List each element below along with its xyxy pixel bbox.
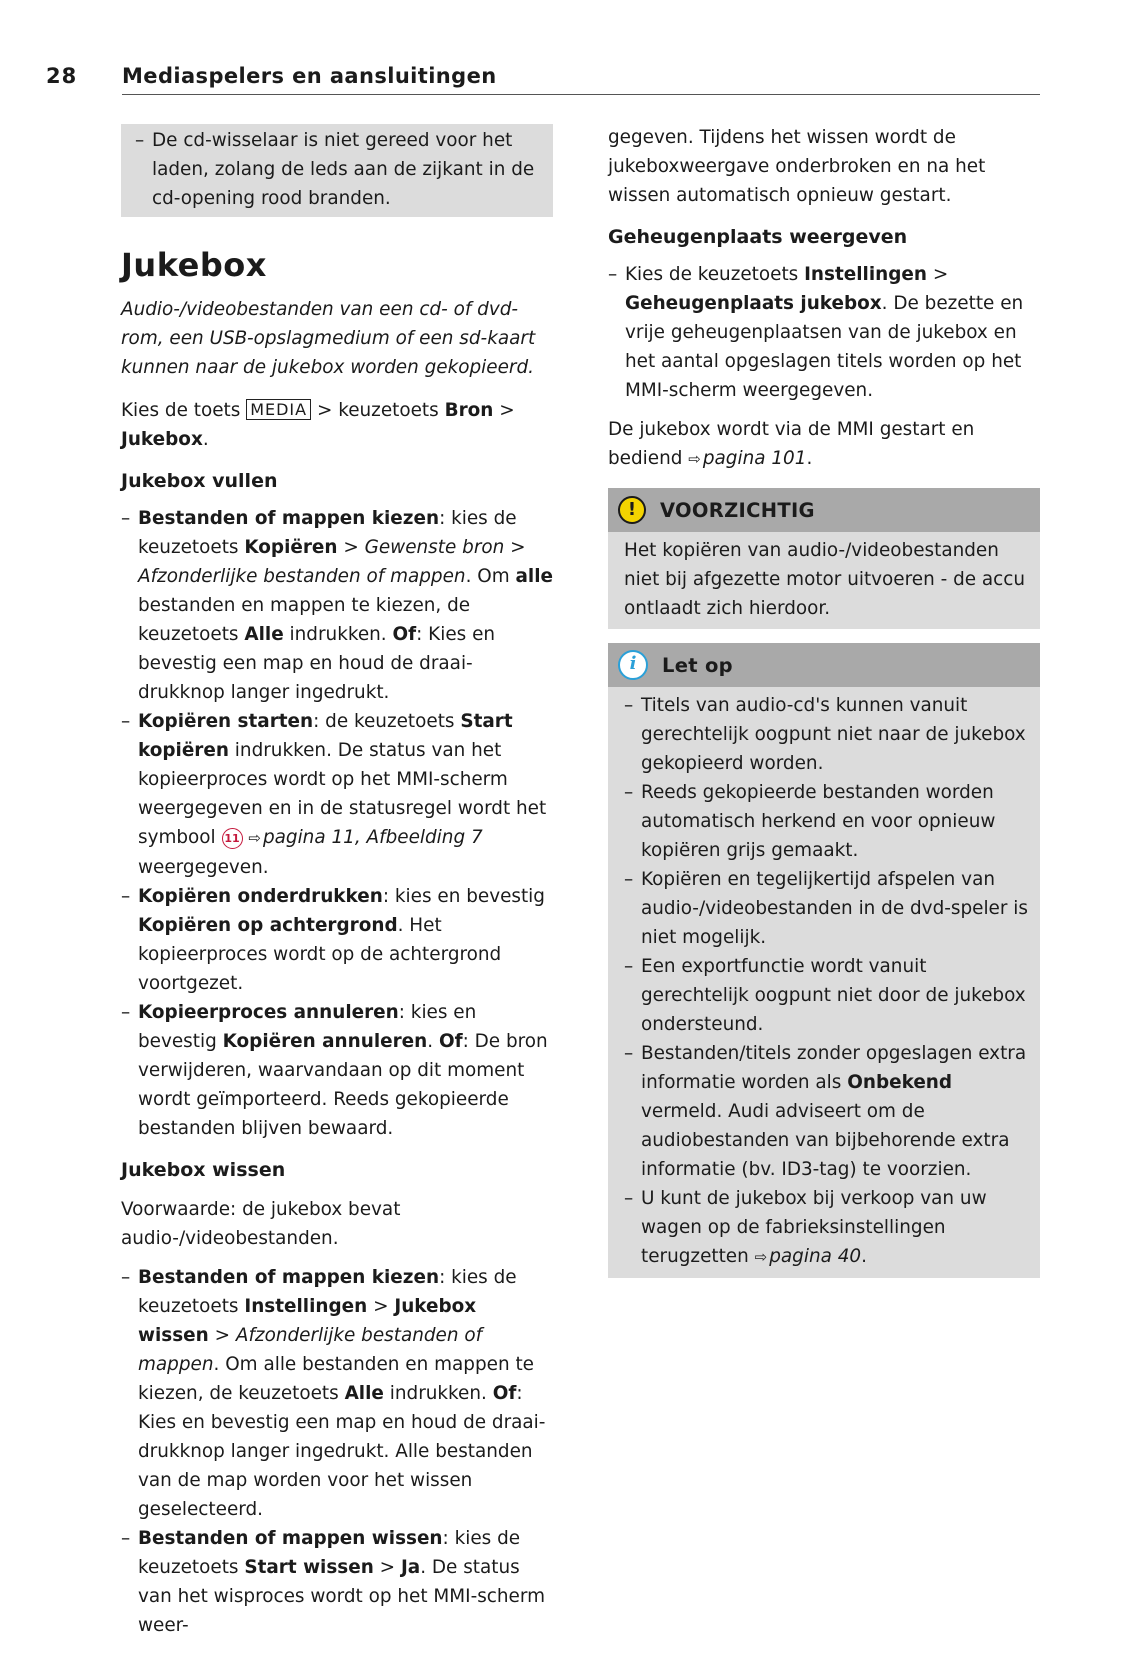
arrow-right-icon: ⇨ (754, 1248, 768, 1266)
text-run: . (427, 1031, 439, 1052)
text-run-bold: Bestanden of mappen kiezen (138, 1267, 440, 1288)
text-run-bold: Kopiëren onderdrukken (138, 886, 383, 907)
text-run-bold: Ja (400, 1557, 421, 1578)
header-rule (122, 94, 1040, 95)
note-title: Let op (662, 653, 733, 677)
text-run: Kies de toets (121, 400, 241, 421)
caution-header (608, 488, 1040, 532)
text-run-bold: alle (515, 566, 554, 587)
text-run: Kies de keuzetoets (625, 264, 805, 285)
intro-text: Audio-/videobestanden van een cd- of dvd-rom, een USB-opslagmedium of een sd-kaart kunnen naar de jukebox worden gekopieerd. (121, 299, 536, 378)
text-run-bold: Geheugenplaats jukebox (625, 293, 882, 314)
text-run: bestanden en mappen te kiezen, de keuzetoets (138, 595, 471, 645)
caution-body (608, 532, 1040, 629)
heading-jukebox-wissen: Jukebox wissen (121, 1159, 286, 1181)
text-run-bold: Instellingen (804, 264, 927, 285)
text-run: . Om alle bestanden en mappen te kiezen, de keuzetoets (138, 1354, 534, 1404)
text-run-bold: Alle (244, 624, 284, 645)
section-title: Mediaspelers en aansluitingen (122, 64, 497, 88)
text-run-bold: Start wissen (244, 1557, 374, 1578)
text-run: Bestanden/titels zonder opgeslagen extra informatie worden als (641, 1043, 1027, 1093)
list-item: – De cd-wisselaar is niet gereed voor het laden, zolang de leds aan de zijkant in de cd-opening rood branden. (135, 126, 541, 213)
list-item: – Een exportfunctie wordt vanuit gerechtelijk oogpunt niet door de jukebox ondersteund. (624, 952, 1028, 1039)
list-item (121, 707, 553, 882)
text-run: > (926, 264, 949, 285)
continued-text: gegeven. Tijdens het wissen wordt de jukeboxweergave onderbroken en na het wissen automatisch opnieuw gestart. (608, 127, 986, 206)
text-run: > keuzetoets (316, 400, 439, 421)
mmi-text (608, 415, 1040, 474)
warning-icon: ! (618, 496, 646, 524)
text-run-bold: Alle (344, 1383, 384, 1404)
geheugen-list (608, 260, 1040, 405)
text-run-bold: Bestanden of mappen wissen (138, 1528, 443, 1549)
note-header (608, 643, 1040, 687)
text-run: : kies de keuzetoets (138, 1528, 521, 1578)
text-run: > (499, 400, 515, 421)
list-item (121, 1263, 553, 1524)
heading-jukebox-vullen: Jukebox vullen (121, 470, 278, 492)
text-run-italic: Afzonderlijke bestanden of mappen (138, 566, 466, 587)
text-run: . Het kopieerproces wordt op de achtergrond voortgezet. (138, 915, 502, 994)
text-run-bold: Kopiëren annuleren (222, 1031, 428, 1052)
text-run: : kies de keuzetoets (138, 1267, 517, 1317)
text-run-bold: Of (438, 1031, 463, 1052)
text-run-bold: Kopiëren op achtergrond (138, 915, 398, 936)
left-column (121, 124, 553, 1640)
note-box (608, 643, 1040, 1278)
list-item: – Titels van audio-cd's kunnen vanuit gerechtelijk oogpunt niet naar de jukebox gekopieerd worden. (624, 691, 1028, 778)
voorwaarde-text: Voorwaarde: de jukebox bevat audio-/videobestanden. (121, 1199, 401, 1249)
list-item (624, 1039, 1028, 1184)
page-title: Jukebox (121, 246, 267, 284)
text-run: weergegeven. (138, 857, 269, 878)
text-run: > (337, 537, 365, 558)
text-run: indrukken. (283, 624, 393, 645)
text-run: . (202, 429, 209, 450)
status-symbol-icon: 11 (222, 828, 243, 849)
text-run-bold: Kopiëren starten (138, 711, 314, 732)
text-run: . Om (465, 566, 516, 587)
media-key: MEDIA (246, 399, 311, 420)
text-run-bold: Kopieerproces annuleren (138, 1002, 399, 1023)
page-number: 28 (46, 64, 78, 88)
text-run: : Kies en bevestig een map en houd de draai-drukknop langer ingedrukt. (138, 624, 496, 703)
caution-title: VOORZICHTIG (660, 498, 815, 522)
text-run-bold: Onbekend (847, 1072, 953, 1093)
text-run: : kies en bevestig (382, 886, 545, 907)
text-run-bold: Of (392, 624, 417, 645)
text-run: vermeld. Audi adviseert om de audiobestanden van bijbehorende extra informatie (bv. ID3-tag) te voorzien. (641, 1101, 1010, 1180)
text-run: indrukken. (383, 1383, 493, 1404)
text-run-italic: Afzonderlijke bestanden of mappen (138, 1325, 483, 1375)
text-run: : kies en bevestig (138, 1002, 477, 1052)
list-item (608, 260, 1040, 405)
cd-changer-note-box (121, 124, 553, 217)
text-run-bold: Jukebox wissen (138, 1296, 477, 1346)
list-item: – Reeds gekopieerde bestanden worden automatisch herkend en voor opnieuw kopiëren grijs gemaakt. (624, 778, 1028, 865)
text-run: > (504, 537, 526, 558)
text-run-bold: Start kopiëren (138, 711, 513, 761)
arrow-right-icon: ⇨ (688, 450, 701, 468)
text-run: . De status van het wisproces wordt op het MMI-scherm weer- (138, 1557, 546, 1636)
text-run: > (208, 1325, 236, 1346)
text-run: . (806, 448, 813, 469)
text-run-bold: Bron (444, 400, 494, 421)
text-run-bold: Jukebox (121, 429, 203, 450)
text-run: > (367, 1296, 395, 1317)
right-column (608, 123, 1040, 1278)
list-item (624, 1184, 1028, 1272)
text-run-bold: Bestanden of mappen kiezen (138, 508, 440, 529)
wissen-list (121, 1263, 553, 1640)
info-icon: i (618, 650, 648, 680)
instruction-media (121, 396, 553, 454)
text-run-bold: Kopiëren (244, 537, 338, 558)
vullen-list (121, 504, 553, 1143)
text-run: . De bezette en vrije geheugenplaatsen van de jukebox en het aantal opgeslagen titels worden op het MMI-scherm weergegeven. (625, 293, 1024, 401)
text-run: indrukken. De status van het kopieerproces wordt op het MMI-scherm weergegeven en in de statusregel wordt het symbool (138, 740, 547, 848)
text-run: . (861, 1246, 867, 1267)
page-header (0, 0, 1142, 100)
list-item (121, 504, 553, 707)
text-run: : kies de keuzetoets (138, 508, 517, 558)
arrow-right-icon: ⇨ (248, 829, 261, 847)
text-run: U kunt de jukebox bij verkoop van uw wagen op de fabrieksinstellingen terugzetten (641, 1188, 987, 1267)
text-run: : de keuzetoets (313, 711, 461, 732)
text-run-italic: Gewenste bron (364, 537, 505, 558)
text-run: > (373, 1557, 401, 1578)
page-reference-link[interactable]: pagina 11, Afbeelding 7 (262, 827, 483, 848)
caution-text: Het kopiëren van audio-/videobestanden niet bij afgezette motor uitvoeren - de accu ontlaadt zich hierdoor. (624, 540, 1026, 619)
list-item: – Kopiëren en tegelijkertijd afspelen van audio-/videobestanden in de dvd-speler is niet mogelijk. (624, 865, 1028, 952)
note-body (608, 687, 1040, 1278)
page-reference-link[interactable]: pagina 101 (702, 448, 807, 469)
text-run-bold: Of (492, 1383, 517, 1404)
page-reference-link[interactable]: pagina 40 (769, 1246, 862, 1267)
list-item (121, 998, 553, 1143)
caution-box (608, 488, 1040, 629)
text-run: : De bron verwijderen, waarvandaan op dit moment wordt geïmporteerd. Reeds gekopieerde bestanden blijven bewaard. (138, 1031, 548, 1139)
list-item (121, 882, 553, 998)
text-run-bold: Instellingen (244, 1296, 368, 1317)
text-run: De jukebox wordt via de MMI gestart en bediend (608, 419, 975, 469)
list-item (121, 1524, 553, 1640)
heading-geheugenplaats: Geheugenplaats weergeven (608, 226, 908, 248)
text-run: : Kies en bevestig een map en houd de draai-drukknop langer ingedrukt. Alle bestanden van de map worden voor het wissen geselecteerd. (138, 1383, 546, 1520)
